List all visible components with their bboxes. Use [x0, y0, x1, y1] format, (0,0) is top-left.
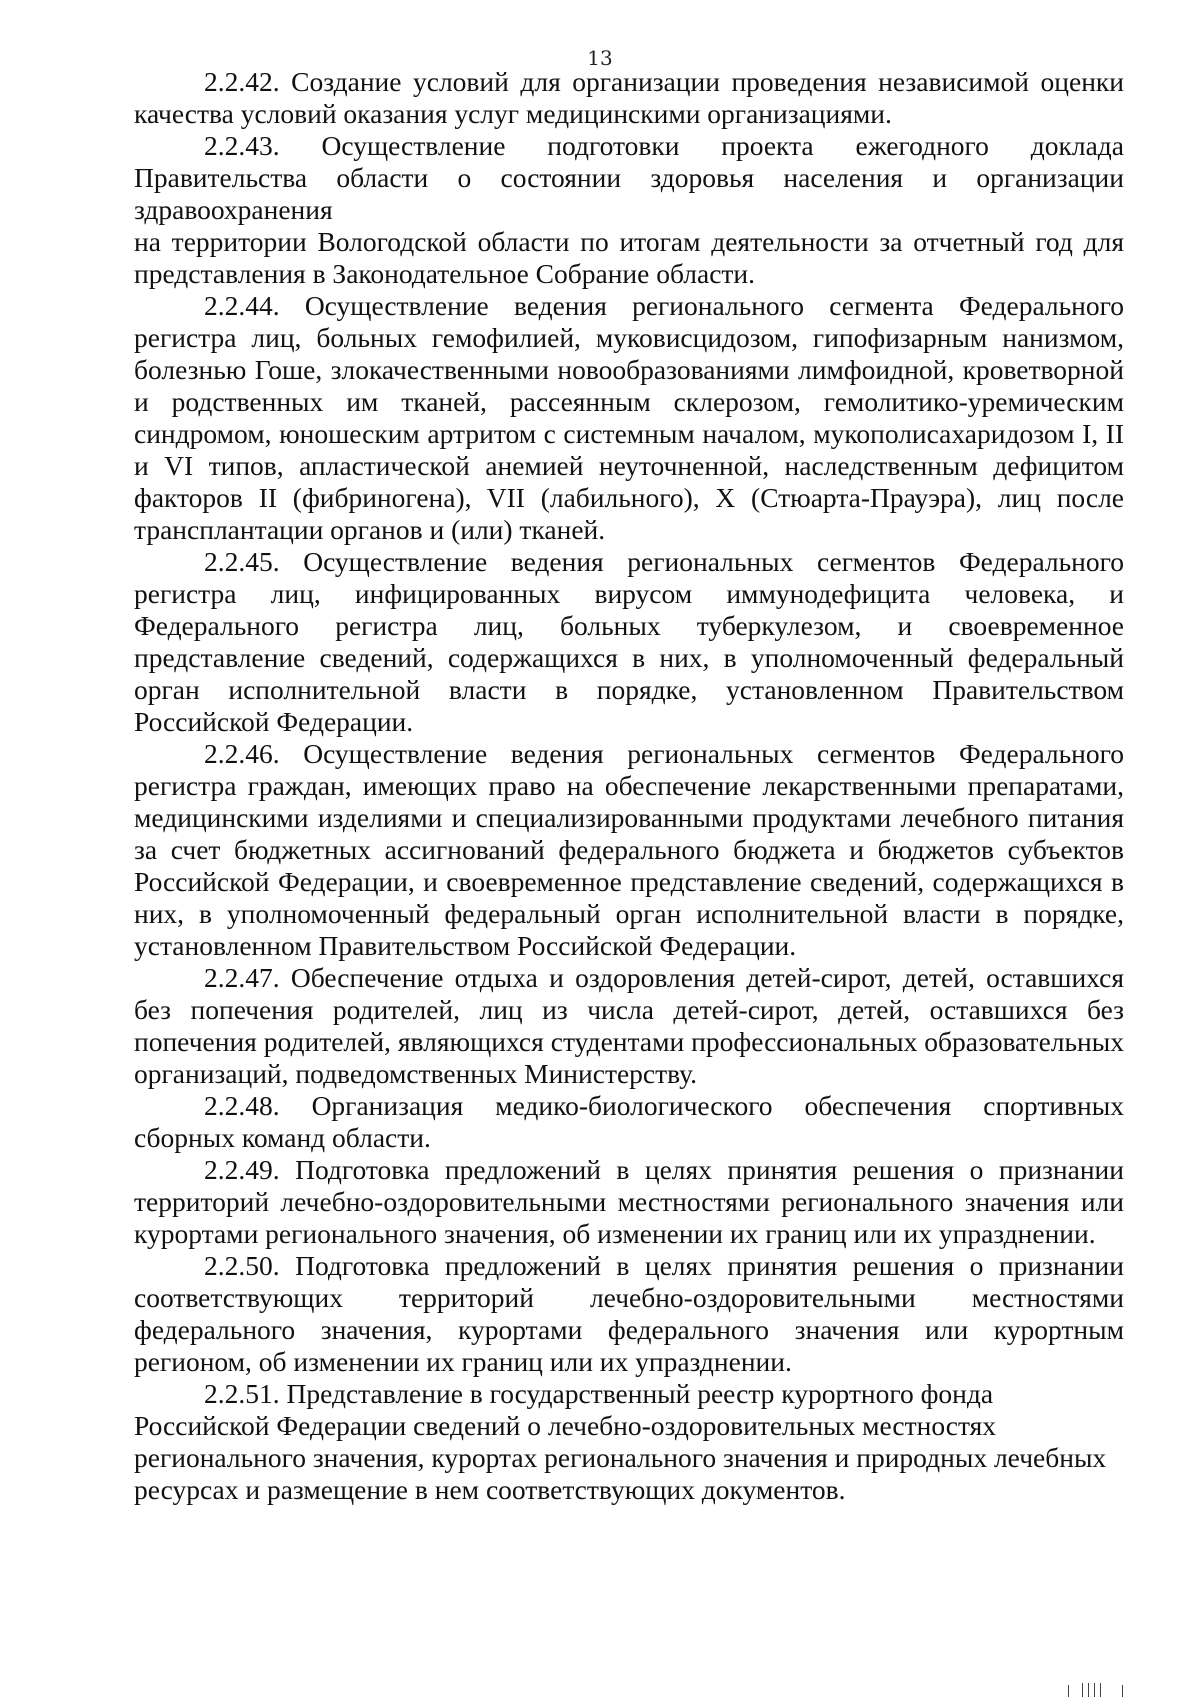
paragraph-2-2-48: 2.2.48. Организация медико-биологического обеспечения спортивных сборных команд области. [134, 1090, 1124, 1153]
paragraph-2-2-42: 2.2.42. Создание условий для организации проведения независимой оценки качества условий оказания услуг медицинскими организациями. [134, 66, 1124, 129]
paragraph-2-2-50: 2.2.50. Подготовка предложений в целях принятия решения о признании соответствующих территорий лечебно-оздоровительными местностями федерального значения, курортами федерального значения или курортным регионом, об изменении их границ или их упразднении. [134, 1250, 1124, 1377]
document-body [134, 66, 1124, 1506]
paragraph-2-2-47: 2.2.47. Обеспечение отдыха и оздоровления детей-сирот, детей, оставшихся без попечения родителей, лиц из числа детей-сирот, детей, оставшихся без попечения родителей, являющихся студентами профессиональных образовательных организаций, подведомственных Министерству. [134, 962, 1124, 1089]
scan-artifact-marks [1068, 1678, 1128, 1697]
paragraph-2-2-51: 2.2.51. Представление в государственный реестр курортного фонда Российской Федерации сведений о лечебно-оздоровительных местностях регионального значения, курортах регионального значения и природных лечебных ресурсах и размещение в нем соответствующих документов. [134, 1378, 1107, 1505]
paragraph-2-2-45: 2.2.45. Осуществление ведения региональных сегментов Федерального регистра лиц, инфицированных вирусом иммунодефицита человека, и Федерального регистра лиц, больных туберкулезом, и своевременное представление сведений, содержащихся в них, в уполномоченный федеральный орган исполнительной власти в порядке, установленном Правительством Российской Федерации. [134, 546, 1124, 737]
paragraph-2-2-44: 2.2.44. Осуществление ведения регионального сегмента Федерального регистра лиц, больных гемофилией, муковисцидозом, гипофизарным нанизмом, болезнью Гоше, злокачественными новообразованиями лимфоидной, кроветворной и родственных им тканей, рассеянным склерозом, гемолитико-уремическим синдромом, юношеским артритом с системным началом, мукополисахаридозом I, II и VI типов, апластической анемией неуточненной, наследственным дефицитом факторов II (фибриногена), VII (лабильного), X (Стюарта-Прауэра), лиц после трансплантации органов и (или) тканей. [134, 290, 1124, 545]
paragraph-2-2-46: 2.2.46. Осуществление ведения региональных сегментов Федерального регистра граждан, имеющих право на обеспечение лекарственными препаратами, медицинскими изделиями и специализированными продуктами лечебного питания за счет бюджетных ассигнований федерального бюджета и бюджетов субъектов Российской Федерации, и своевременное представление сведений, содержащихся в них, в уполномоченный федеральный орган исполнительной власти в порядке, установленном Правительством Российской Федерации. [134, 738, 1124, 961]
paragraph-2-2-49: 2.2.49. Подготовка предложений в целях принятия решения о признании территорий лечебно-оздоровительными местностями регионального значения или курортами регионального значения, об изменении их границ или их упразднении. [134, 1154, 1124, 1249]
page-number: 13 [587, 46, 613, 70]
paragraph-2-2-43: 2.2.43. Осуществление подготовки проекта ежегодного доклада Правительства области о состоянии здоровья населения и организации здравоохранения [134, 130, 1124, 225]
paragraph-2-2-43-continuation: на территории Вологодской области по итогам деятельности за отчетный год для представления в Законодательное Собрание области. [134, 226, 1124, 289]
